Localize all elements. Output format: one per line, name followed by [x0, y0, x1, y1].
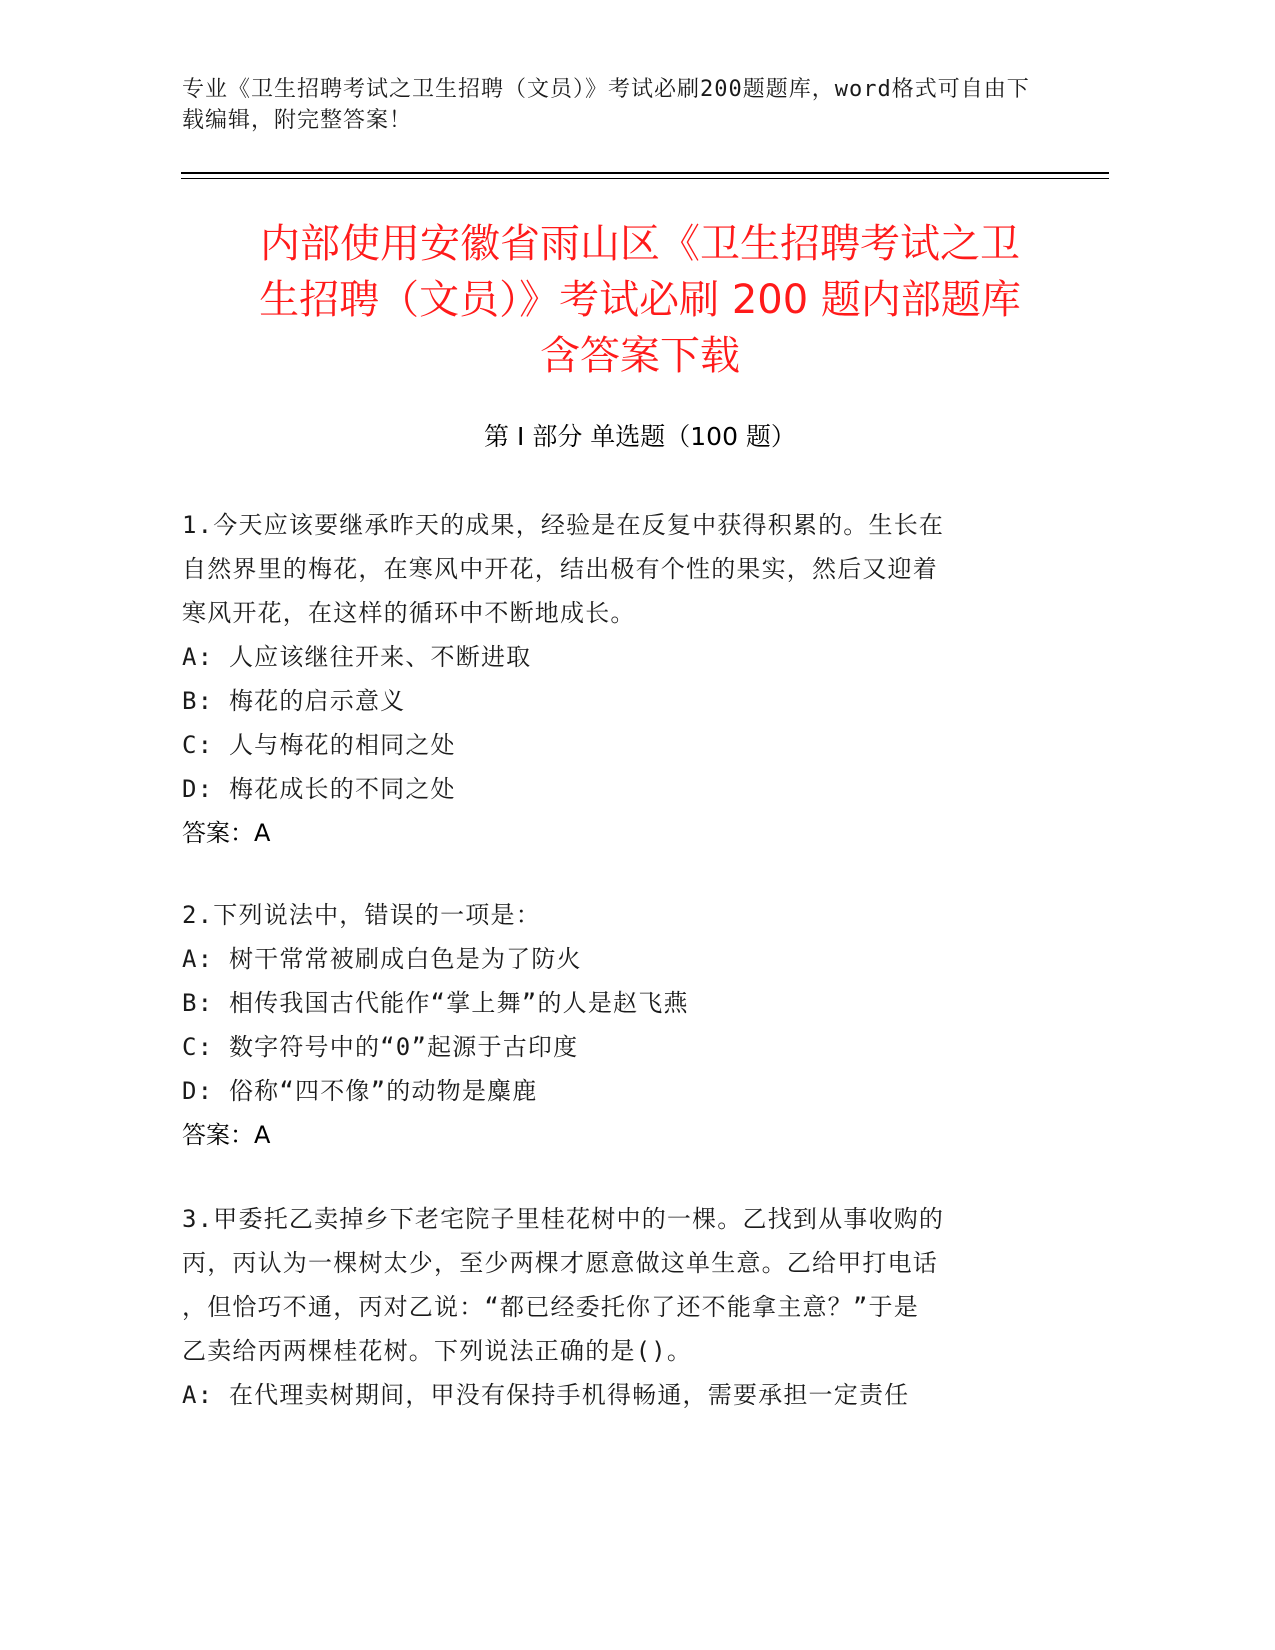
- question-2: [182, 893, 1062, 1157]
- section-title: 第 I 部分 单选题（100 题）: [484, 422, 796, 451]
- title-line: 含答案下载: [540, 333, 740, 379]
- option-c: C: 数字符号中的“0”起源于古印度: [182, 1033, 579, 1061]
- answer: 答案：A: [182, 819, 271, 847]
- option-a: A: 人应该继往开来、不断进取: [182, 643, 532, 671]
- document-title: [140, 216, 1140, 384]
- question-text-line: 乙卖给丙两棵桂花树。下列说法正确的是()。: [182, 1337, 693, 1365]
- title-line: 生招聘（文员）》考试必刷 200 题内部题库: [259, 277, 1021, 323]
- question-text-line: 3.甲委托乙卖掉乡下老宅院子里桂花树中的一棵。乙找到从事收购的: [182, 1205, 945, 1233]
- option-a: A: 树干常常被刷成白色是为了防火: [182, 945, 582, 973]
- option-d: D: 俗称“四不像”的动物是麋鹿: [182, 1077, 538, 1105]
- question-text-line: 1.今天应该要继承昨天的成果，经验是在反复中获得积累的。生长在: [182, 511, 945, 539]
- question-text-line: 2.下列说法中，错误的一项是：: [182, 901, 541, 929]
- question-3: [182, 1197, 1062, 1417]
- header-note: 专业《卫生招聘考试之卫生招聘（文员）》考试必刷200题题库，word格式可自由下载编辑，附完整答案！: [182, 77, 1030, 133]
- header-rule: [181, 172, 1109, 174]
- question-text-line: 自然界里的梅花，在寒风中开花，结出极有个性的果实，然后又迎着: [182, 555, 938, 583]
- question-text-line: 寒风开花，在这样的循环中不断地成长。: [182, 599, 636, 627]
- option-a: A: 在代理卖树期间，甲没有保持手机得畅通，需要承担一定责任: [182, 1381, 910, 1409]
- answer: 答案：A: [182, 1121, 271, 1149]
- header-rule-thin: [181, 178, 1109, 179]
- option-b: B: 梅花的启示意义: [182, 687, 406, 715]
- option-b: B: 相传我国古代能作“掌上舞”的人是赵飞燕: [182, 989, 689, 1017]
- option-c: C: 人与梅花的相同之处: [182, 731, 456, 759]
- question-text-line: 丙，丙认为一棵树太少，至少两棵才愿意做这单生意。乙给甲打电话: [182, 1249, 938, 1277]
- title-line: 内部使用安徽省雨山区《卫生招聘考试之卫: [260, 221, 1020, 267]
- question-1: [182, 503, 1062, 855]
- question-text-line: ，但恰巧不通，丙对乙说：“都已经委托你了还不能拿主意？”于是: [182, 1293, 919, 1321]
- option-d: D: 梅花成长的不同之处: [182, 775, 456, 803]
